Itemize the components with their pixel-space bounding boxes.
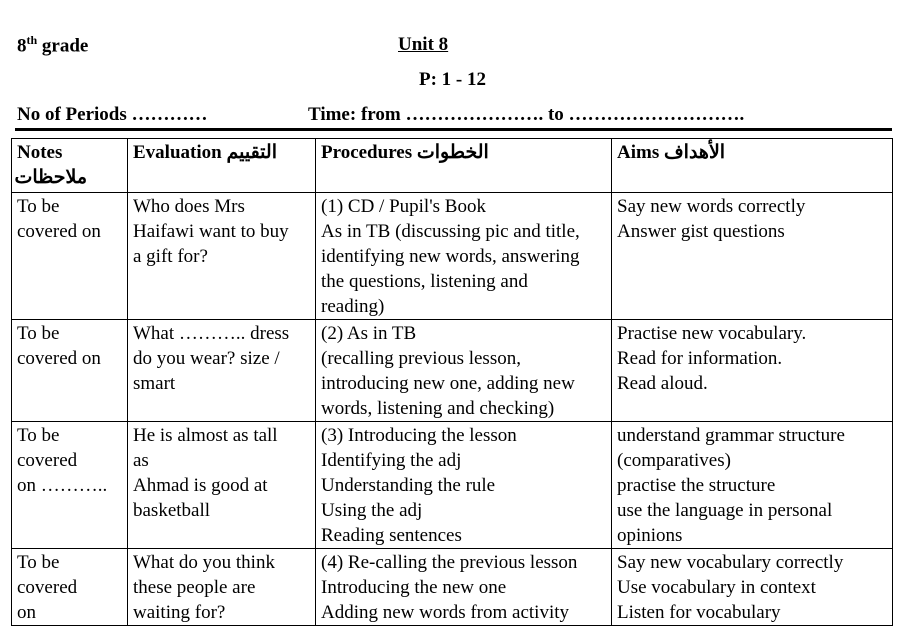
periods-field: No of Periods …………	[17, 104, 208, 125]
table-row	[12, 422, 893, 549]
table-row	[12, 193, 893, 320]
evaluation-line: these people are	[133, 577, 256, 598]
procedures-line: Introducing the new one	[321, 577, 507, 598]
notes-cell	[12, 193, 128, 320]
notes-cell	[12, 422, 128, 549]
procedures-line: the questions, listening and	[321, 271, 528, 292]
evaluation-line: Haifawi want to buy	[133, 221, 289, 242]
notes-cell	[12, 549, 128, 626]
evaluation-line: smart	[133, 373, 176, 394]
notes-line: To be	[17, 323, 60, 344]
notes-line: covered on	[17, 221, 101, 242]
procedures-line: (recalling previous lesson,	[321, 348, 521, 369]
table-header-row	[12, 139, 893, 193]
aims-line: Listen for vocabulary	[617, 602, 781, 623]
evaluation-column-header: Evaluation التقييم	[128, 139, 316, 193]
evaluation-cell	[128, 320, 316, 422]
procedures-cell	[316, 549, 612, 626]
procedures-line: Adding new words from activity	[321, 602, 570, 623]
notes-cell	[12, 320, 128, 422]
lesson-plan-table	[11, 138, 893, 626]
procedures-column-header: Procedures الخطوات	[316, 139, 612, 193]
procedures-line: Reading sentences	[321, 525, 462, 546]
aims-line: Read for information.	[617, 348, 783, 369]
procedures-line: reading)	[321, 296, 385, 317]
evaluation-line: waiting for?	[133, 602, 226, 623]
notes-line: covered on	[17, 348, 101, 369]
grade-label: 8th grade	[17, 33, 89, 57]
aims-line: (comparatives)	[617, 450, 731, 471]
evaluation-line: Who does Mrs	[133, 196, 245, 217]
notes-column-header: Notes ملاحظات	[12, 139, 128, 193]
aims-line: opinions	[617, 525, 683, 546]
notes-line: on ………..	[17, 475, 108, 496]
table-body	[12, 193, 893, 626]
evaluation-line: as	[133, 450, 149, 471]
aims-line: understand grammar structure	[617, 425, 845, 446]
notes-line: To be	[17, 552, 60, 573]
aims-line: Read aloud.	[617, 373, 708, 394]
evaluation-cell	[128, 549, 316, 626]
procedures-line: introducing new one, adding new	[321, 373, 575, 394]
notes-line: To be	[17, 196, 60, 217]
procedures-cell	[316, 422, 612, 549]
evaluation-line: Ahmad is good at	[133, 475, 268, 496]
aims-line: use the language in personal	[617, 500, 833, 521]
evaluation-line: do you wear? size /	[133, 348, 280, 369]
aims-column-header: Aims الأهداف	[612, 139, 893, 193]
notes-line: on	[17, 602, 36, 623]
procedures-line: (3) Introducing the lesson	[321, 425, 517, 446]
table-row	[12, 320, 893, 422]
procedures-line: (4) Re-calling the previous lesson	[321, 552, 578, 573]
procedures-line: Understanding the rule	[321, 475, 496, 496]
evaluation-cell	[128, 422, 316, 549]
aims-line: Use vocabulary in context	[617, 577, 816, 598]
aims-cell	[612, 320, 893, 422]
procedures-line: As in TB (discussing pic and title,	[321, 221, 580, 242]
aims-line: practise the structure	[617, 475, 776, 496]
notes-line: To be	[17, 425, 60, 446]
aims-line: Say new words correctly	[617, 196, 806, 217]
aims-line: Practise new vocabulary.	[617, 323, 807, 344]
aims-cell	[612, 422, 893, 549]
evaluation-cell	[128, 193, 316, 320]
aims-cell	[612, 193, 893, 320]
aims-line: Say new vocabulary correctly	[617, 552, 844, 573]
table-row	[12, 549, 893, 626]
procedures-line: Using the adj	[321, 500, 423, 521]
notes-line: covered	[17, 450, 78, 471]
procedures-line: Identifying the adj	[321, 450, 462, 471]
evaluation-line: a gift for?	[133, 246, 208, 267]
header-divider	[15, 128, 892, 131]
page-range: P: 1 - 12	[419, 69, 487, 90]
procedures-line: identifying new words, answering	[321, 246, 580, 267]
evaluation-line: basketball	[133, 500, 211, 521]
evaluation-line: What ……….. dress	[133, 323, 290, 344]
evaluation-line: What do you think	[133, 552, 275, 573]
procedures-cell	[316, 320, 612, 422]
grade-superscript: th	[26, 33, 38, 47]
procedures-line: words, listening and checking)	[321, 398, 555, 419]
procedures-line: (1) CD / Pupil's Book	[321, 196, 486, 217]
procedures-line: (2) As in TB	[321, 323, 417, 344]
evaluation-line: He is almost as tall	[133, 425, 278, 446]
aims-cell	[612, 549, 893, 626]
unit-title: Unit 8	[398, 34, 449, 55]
aims-line: Answer gist questions	[617, 221, 785, 242]
time-field: Time: from …………………. to ……………………….	[308, 104, 745, 125]
procedures-cell	[316, 193, 612, 320]
notes-line: covered	[17, 577, 78, 598]
